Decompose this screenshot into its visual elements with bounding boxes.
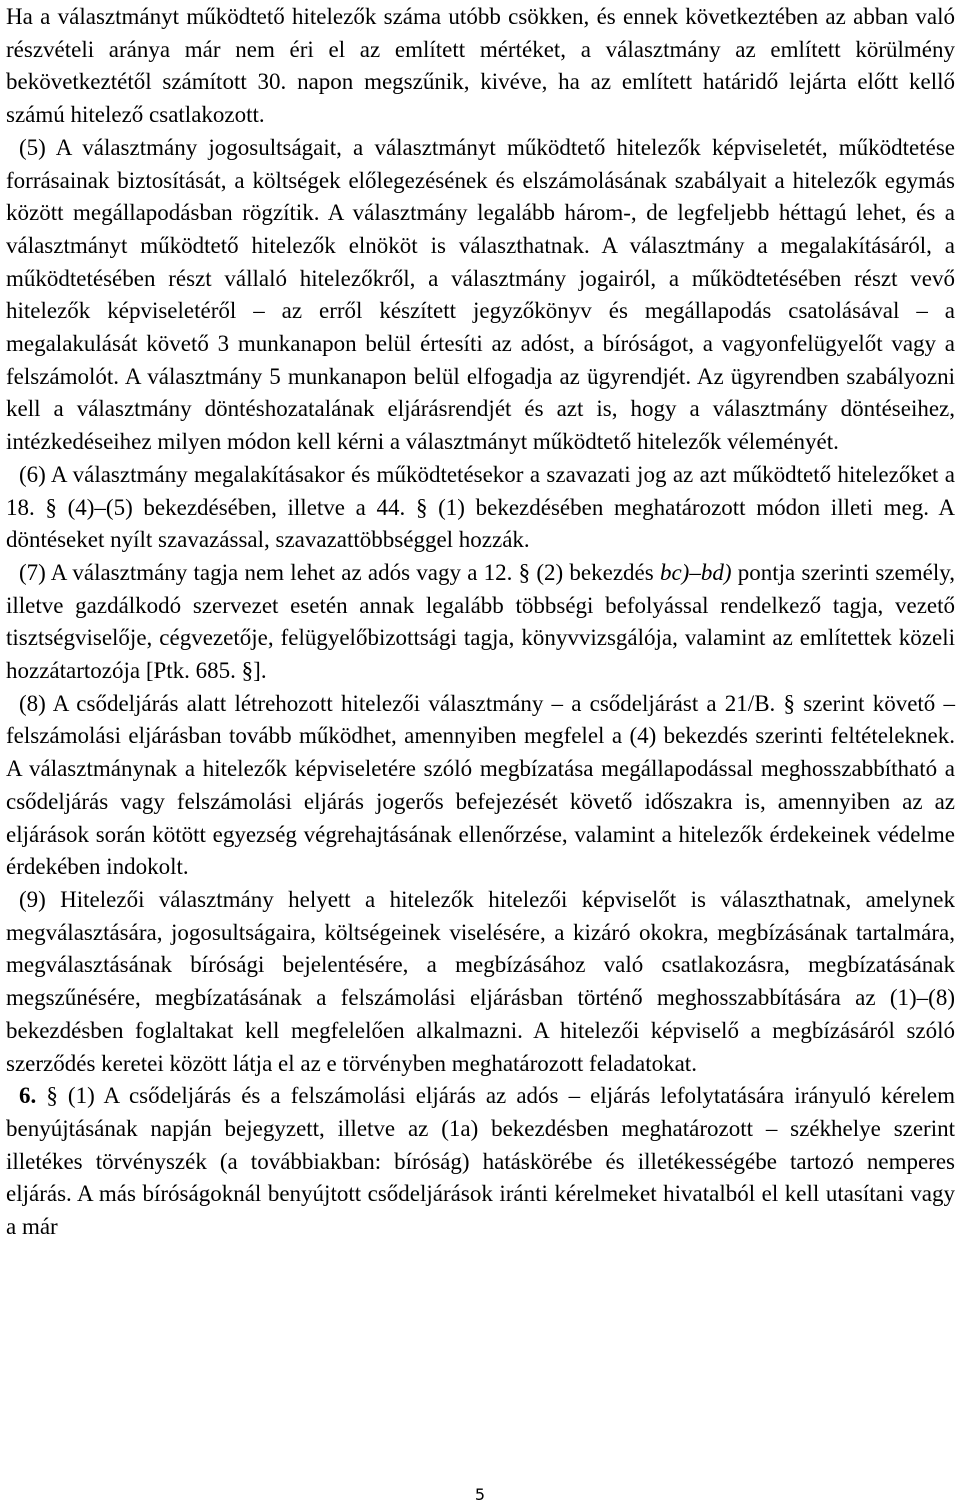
- section-6-text: § (1) A csődeljárás és a felszámolási eljárás az adós – eljárás lefolytatására irányuló kérelem benyújtásának napján bejegyzett, illetve az (1a) bekezdésben meghatározott – székhelye szerint illetékes törvényszék (a továbbiakban: bíróság) hatáskörébe és illetékességébe tartozó nemperes eljárás. A más bíróságoknál benyújtott csődeljárások iránti kérelmeket hivatalból el kell utasítani vagy a már: [6, 1083, 955, 1240]
- paragraph-continuation: Ha a választmányt működtető hitelezők száma utóbb csökken, és ennek következtében az abban való részvételi aránya már nem éri el az említett mértéket, a választmány az említett körülmény bekövetkeztétől számított 30. napon megszűnik, kivéve, ha az említett határidő lejárta előtt kellő számú hitelező csatlakozott.: [6, 4, 955, 128]
- paragraph-7: [6, 557, 955, 688]
- paragraph-6: (6) A választmány megalakításakor és működtetésekor a szavazati jog az azt működtető hitelezőket a 18. § (4)–(5) bekezdésében, illetve a 44. § (1) bekezdésében meghatározott módon illeti meg. A döntéseket nyílt szavazással, szavazattöbbséggel hozzák.: [6, 461, 955, 553]
- paragraph-7-italic-ref: bc)–bd): [659, 559, 732, 585]
- paragraph-9: (9) Hitelezői választmány helyett a hitelezők hitelezői képviselőt is választhatnak, amelynek megválasztására, jogosultságaira, költségeinek viselésére, a kizáró okokra, megbízásának tartalmára, megválasztásának bírósági bejelentésére, a megbízásához való csatlakozásra, megbízatásának megszűnésére, megbízatásának a felszámolási eljárásban történő meghosszabbítására az (1)–(8) bekezdésben foglaltakat kell megfelelően alkalmazni. A hitelezői képviselő a megbízásáról szóló szerződés keretei között látja el az e törvényben meghatározott feladatokat.: [6, 886, 955, 1076]
- paragraph-7-text-start: (7) A választmány tagja nem lehet az adós vagy a 12. § (2) bekezdés: [19, 559, 660, 585]
- paragraph-7-text-end: pontja szerinti személy, illetve gazdálkodó szervezet esetén annak legalább többségi befolyással rendelkező tagja, vezető tisztségviselője, cégvezetője, felügyelőbizottsági tagja, könyvvizsgálója, valamint az említettek közeli hozzátartozója [Ptk. 685. §].: [6, 559, 955, 684]
- paragraph-8: (8) A csődeljárás alatt létrehozott hitelezői választmány – a csődeljárást a 21/B. § szerint követő – felszámolási eljárásban tovább működhet, amennyiben megfelel a (4) bekezdés szerinti feltételeknek. A választmánynak a hitelezők képviseletére szóló megbízatása megállapodással meghosszabbítható a csődeljárás vagy felszámolási eljárás jogerős befejezését követő időszakra is, amennyiben az az eljárások során kötött egyezség végrehajtásának ellenőrzése, valamint a hitelezők érdekeinek védelme érdekében indokolt.: [6, 690, 955, 880]
- page-number: 5: [474, 1485, 486, 1504]
- section-6: [6, 1080, 955, 1244]
- paragraph-5: (5) A választmány jogosultságait, a választmányt működtető hitelezők képviseletét, működtetése forrásainak biztosítását, a költségek előlegezésének és elszámolásának szabályait a hitelezők egymás között megállapodásban rögzítik. A választmány legalább három-, de legfeljebb héttagú lehet, és a választmányt működtető hitelezők elnököt is választhatnak. A választmány a megalakításáról, a működtetésében részt vállaló hitelezőkről, a választmány jogairól, a működtetésében részt vevő hitelezők képviseletéről – az erről készített jegyzőkönyv és megállapodás csatolásával – a megalakulását követő 3 munkanapon belül értesíti az adóst, a bíróságot, a vagyonfelügyelőt vagy a felszámolót. A választmány 5 munkanapon belül elfogadja az ügyrendjét. Az ügyrendben szabályozni kell a választmány döntéshozatalának eljárásrendjét és azt is, hogy a választmány döntéseihez, intézkedéseihez milyen módon kell kérni a választmányt működtető hitelezők véleményét.: [6, 134, 955, 455]
- body-text: [6, 1, 955, 1244]
- section-6-number: 6.: [19, 1083, 37, 1109]
